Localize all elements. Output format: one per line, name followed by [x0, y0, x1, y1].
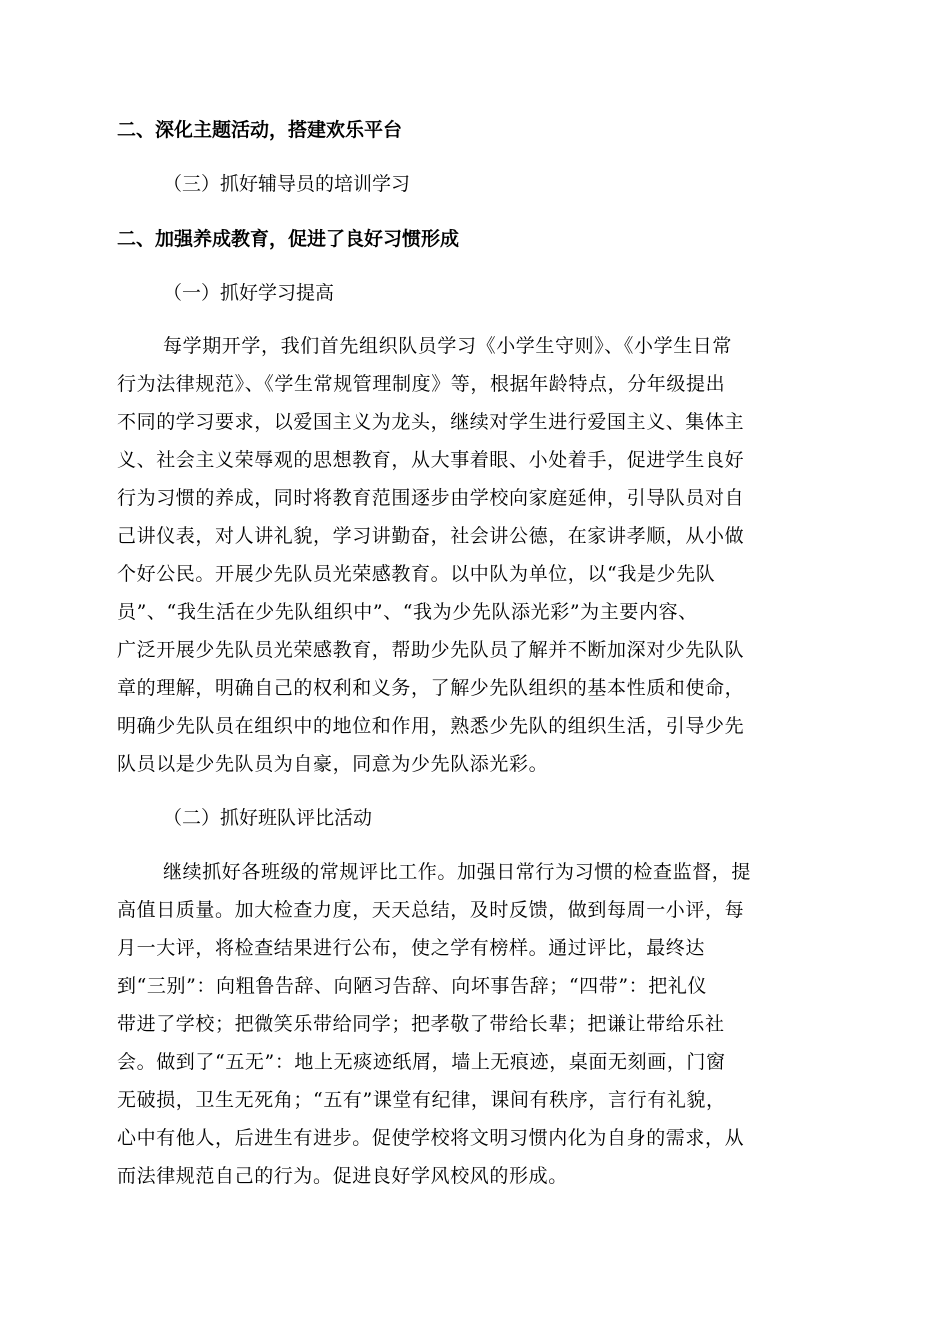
paragraph-line: 带进了学校；把微笑乐带给同学；把孝敬了带给长辈；把谦让带给乐社: [117, 1013, 725, 1035]
section-heading: 二、加强养成教育，促进了良好习惯形成: [117, 228, 460, 250]
paragraph-line: 每学期开学，我们首先组织队员学习《小学生守则》、《小学生日常: [163, 335, 733, 357]
paragraph-line: 继续抓好各班级的常规评比工作。加强日常行为习惯的检查监督，提: [163, 861, 752, 883]
body-paragraph: [117, 853, 835, 1195]
paragraph-line: 行为法律规范》、《学生常规管理制度》等，根据年龄特点，分年级提出: [117, 373, 726, 395]
paragraph-line: 行为习惯的养成，同时将教育范围逐步由学校向家庭延伸，引导队员对自: [117, 487, 745, 509]
paragraph-line: 无破损，卫生无死角；“五有”课堂有纪律，课间有秩序，言行有礼貌，: [117, 1089, 726, 1111]
paragraph-line: 队员以是少先队员为自豪，同意为少先队添光彩。: [117, 753, 549, 775]
paragraph-line: 明确少先队员在组织中的地位和作用，熟悉少先队的组织生活，引导少先: [117, 715, 745, 737]
paragraph-line: 章的理解，明确自己的权利和义务，了解少先队组织的基本性质和使命，: [117, 677, 745, 699]
paragraph-line: 义、社会主义荣辱观的思想教育，从大事着眼、小处着手，促进学生良好: [117, 449, 745, 471]
body-paragraph: [117, 327, 835, 783]
subsection-heading: （一）抓好学习提高: [163, 282, 335, 304]
paragraph-line: 员”、“我生活在少先队组织中”、“我为少先队添光彩”为主要内容、: [117, 601, 698, 623]
paragraph-line: 个好公民。开展少先队员光荣感教育。以中队为单位，以“我是少先队: [117, 563, 716, 585]
paragraph-line: 高值日质量。加大检查力度，天天总结，及时反馈，做到每周一小评，每: [117, 899, 745, 921]
paragraph-line: 会。做到了“五无”：地上无痰迹纸屑，墙上无痕迹，桌面无刻画，门窗: [117, 1051, 726, 1073]
section-heading: 二、深化主题活动，搭建欢乐平台: [117, 119, 403, 141]
paragraph-line: 月一大评，将检查结果进行公布，使之学有榜样。通过评比，最终达: [117, 937, 706, 959]
paragraph-line: 不同的学习要求，以爱国主义为龙头，继续对学生进行爱国主义、集体主: [117, 411, 745, 433]
subsection-heading: （三）抓好辅导员的培训学习: [163, 173, 411, 195]
paragraph-line: 到“三别”：向粗鲁告辞、向陋习告辞、向坏事告辞；“四带”：把礼仪: [117, 975, 708, 997]
paragraph-line: 广泛开展少先队员光荣感教育，帮助少先队员了解并不断加深对少先队队: [117, 639, 745, 661]
paragraph-line: 己讲仪表，对人讲礼貌，学习讲勤奋，社会讲公德，在家讲孝顺，从小做: [117, 525, 745, 547]
subsection-heading: （二）抓好班队评比活动: [163, 807, 373, 829]
paragraph-line: 心中有他人，后进生有进步。促使学校将文明习惯内化为自身的需求，从: [117, 1127, 745, 1149]
paragraph-line: 而法律规范自己的行为。促进良好学风校风的形成。: [117, 1165, 568, 1187]
